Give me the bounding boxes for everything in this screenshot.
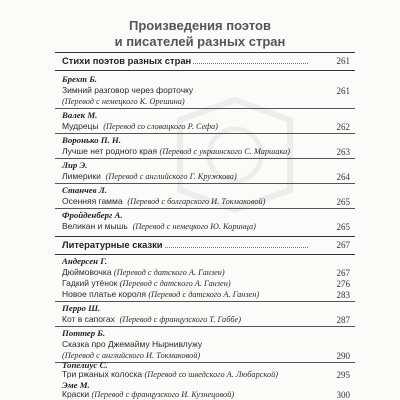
- entry-divider: [55, 208, 355, 209]
- section-page-number: 261: [336, 56, 350, 66]
- section-top-rule: [55, 52, 355, 53]
- entry-work: Гадкий утёнок (Перевод с датского А. Ганзен): [62, 278, 231, 288]
- entry-page-number: 300: [336, 390, 350, 400]
- entry-author: Лир Э.: [62, 160, 88, 170]
- entry-page-number: 261: [336, 86, 350, 96]
- section-title: Стихи поэтов разных стран: [62, 55, 192, 66]
- entry-page-number: 283: [336, 290, 350, 300]
- entry-work: Новое платье короля (Перевод с датского А. Ганзен): [62, 289, 260, 299]
- entry-work: Три ржаных колоска (Перевод со шведского А. Любарской): [62, 369, 279, 379]
- entry-page-number: 276: [336, 279, 350, 289]
- entry-author: Валек М.: [62, 110, 98, 120]
- entry-author: Поттер Б.: [62, 328, 106, 338]
- entry-author: Брехт Б.: [62, 74, 98, 84]
- page-heading-line2: и писателей разных стран: [114, 34, 286, 49]
- entry-page-number: 267: [336, 268, 350, 278]
- entry-work: Лучше нет родного края (Перевод с украинского С. Маршака): [62, 146, 291, 156]
- entry-page-number: 295: [336, 370, 350, 380]
- entry-work: Сказка про Джемайму Нырнивлужу: [62, 339, 203, 349]
- entry-divider: [55, 133, 355, 134]
- entry-author: Андерсен Г.: [62, 256, 108, 266]
- entry-author: Перро Ш.: [62, 303, 101, 313]
- entry-author: Воронько П. Н.: [62, 135, 121, 145]
- entry-page-number: 290: [336, 351, 350, 361]
- entry-work: Кот в сапогах (Перевод с французского Т. Габбе): [62, 314, 241, 324]
- entry-work: Лимерики (Перевод с английского Г. Кружкова): [62, 171, 237, 181]
- entry-work: Осенняя гамма (Перевод с болгарского И. Токмаковой): [62, 196, 266, 206]
- entry-divider: [55, 158, 355, 159]
- section-top-rule: [55, 236, 355, 237]
- entry-work: Краски (Перевод с французского И. Кузнецовой): [62, 389, 235, 399]
- entry-author: Станчев Л.: [62, 185, 108, 195]
- section-title: Литературные сказки: [62, 239, 163, 250]
- entry-page-number: 264: [336, 172, 350, 182]
- entry-page-number: 287: [336, 315, 350, 325]
- entry-divider: [55, 108, 355, 109]
- entry-divider: [55, 301, 355, 302]
- section-bottom-rule: [55, 70, 355, 71]
- entry-translation: (Перевод с немецкого К. Орешина): [62, 97, 185, 106]
- entry-author: Фройденберг А.: [62, 210, 123, 220]
- entry-work: Мудрецы (Перевод со словацкого Р. Сефа): [62, 121, 218, 131]
- page-heading-line1: Произведения поэтов: [128, 18, 271, 33]
- entry-work: Великан и мышь (Перевод с немецкого Ю. Коринца): [62, 221, 256, 231]
- section-bottom-rule: [55, 254, 355, 255]
- entry-author: Эме М.: [62, 380, 90, 390]
- entry-page-number: 265: [336, 222, 350, 232]
- entry-divider: [55, 183, 355, 184]
- entry-divider: [55, 326, 355, 327]
- entry-page-number: 262: [336, 122, 350, 132]
- entry-translation: (Перевод с английского И. Токмаковой): [62, 351, 201, 360]
- section-page-number: 267: [336, 240, 350, 250]
- entry-page-number: 263: [336, 147, 350, 157]
- entry-work: Зимний разговор через форточку: [62, 85, 194, 95]
- entry-author: Топелиус С.: [62, 360, 108, 370]
- entry-page-number: 265: [336, 197, 350, 207]
- entry-work: Дюймовочка (Перевод с датского А. Ганзен): [62, 267, 225, 277]
